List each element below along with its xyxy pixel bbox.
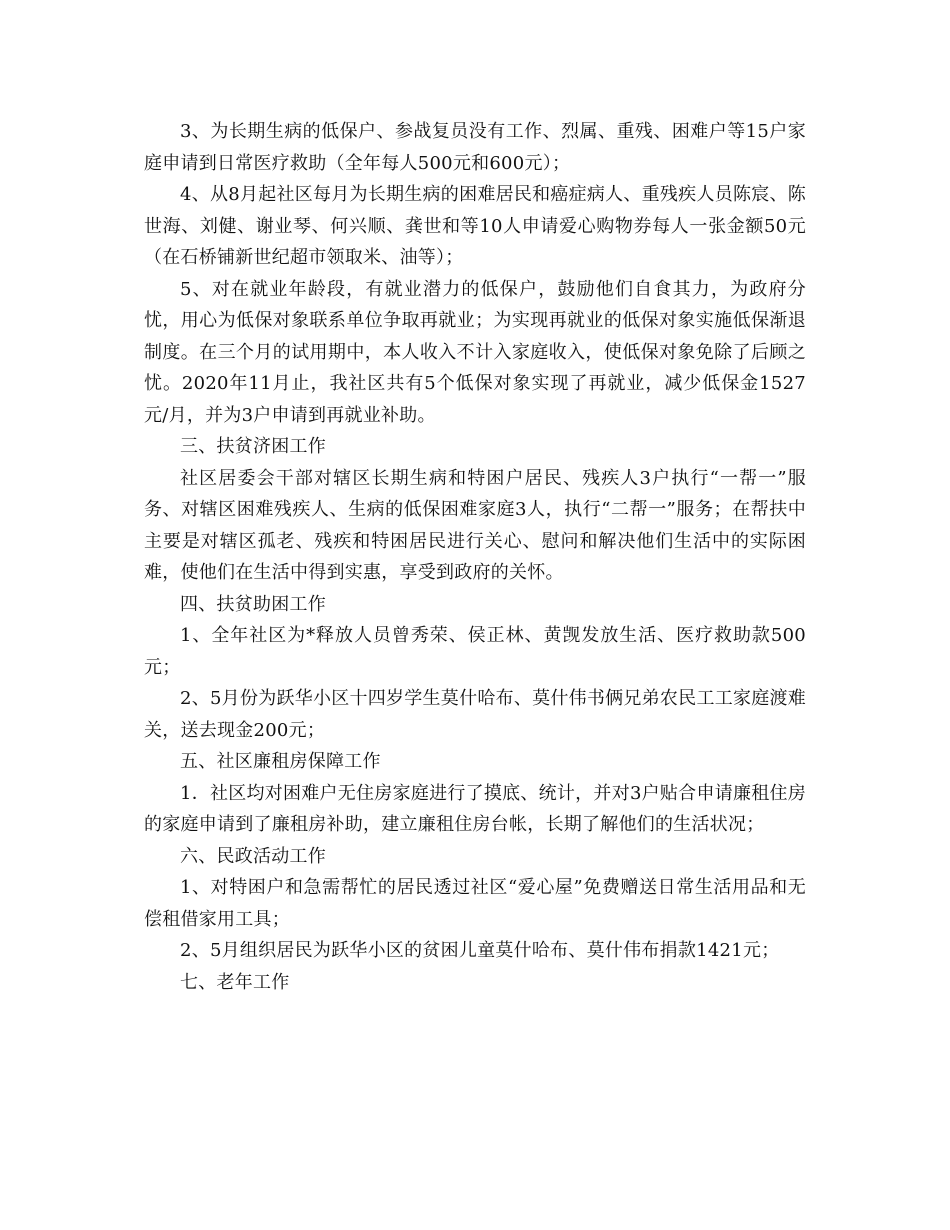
section-heading-civil-affairs: 六、民政活动工作: [180, 845, 326, 867]
section-heading-low-rent-housing: 五、社区廉租房保障工作: [180, 751, 381, 772]
paragraph-housing-subsidy: 1．社区均对困难户无住房家庭进行了摸底、统计，并对3户贴合申请廉租住房的家庭申请到了廉租房补助，建立廉租住房台帐，长期了解他们的生活状况；: [144, 782, 806, 835]
paragraph-shopping-vouchers: 4、从8月起社区每月为长期生病的困难居民和癌症病人、重残疾人员陈宸、陈世海、刘健、谢业琴、何兴顺、龚世和等10人申请爱心购物券每人一张金额50元（在石桥铺新世纪超市领取米、油等）；: [144, 184, 806, 268]
paragraph-reemployment: 5、对在就业年龄段，有就业潜力的低保户，鼓励他们自食其力，为政府分忧，用心为低保对象联系单位争取再就业；为实现再就业的低保对象实施低保渐退制度。在三个月的试用期中，本人收入不计入家庭收入，使低保对象免除了后顾之忧。2020年11月止，我社区共有5个低保对象实现了再就业，减少低保金1527元/月，并为3户申请到再就业补助。: [144, 278, 806, 426]
paragraph-donation: 2、5月组织居民为跃华小区的贫困儿童莫什哈布、莫什伟布捐款1421元；: [180, 940, 780, 961]
paragraph-cash-support: 2、5月份为跃华小区十四岁学生莫什哈布、莫什伟书俩兄弟农民工工家庭渡难关，送去现金200元；: [144, 688, 806, 741]
section-heading-poverty-assistance: 四、扶贫助困工作: [180, 593, 326, 615]
paragraph-relief-funds: 1、全年社区为*释放人员曾秀荣、侯正林、黄觊发放生活、医疗救助款500元；: [144, 625, 806, 678]
paragraph-one-help-one: 社区居委会干部对辖区长期生病和特困户居民、残疾人3户执行“一帮一”服务、对辖区困难残疾人、生病的低保困难家庭3人，执行“二帮一”服务；在帮扶中主要是对辖区孤老、残疾和特困居民进行关心、慰问和解决他们生活中的实际困难，使他们在生活中得到实惠，享受到政府的关怀。: [144, 467, 806, 583]
document-body: [144, 116, 806, 998]
section-heading-elderly-work: 七、老年工作: [180, 971, 290, 993]
paragraph-love-house: 1、对特困户和急需帮忙的居民透过社区“爱心屋”免费赠送日常生活用品和无偿租借家用工具；: [144, 877, 806, 930]
paragraph-medical-aid: 3、为长期生病的低保户、参战复员没有工作、烈属、重残、困难户等15户家庭申请到日常医疗救助（全年每人500元和600元）；: [144, 121, 806, 174]
section-heading-poverty-relief: 三、扶贫济困工作: [180, 436, 326, 457]
